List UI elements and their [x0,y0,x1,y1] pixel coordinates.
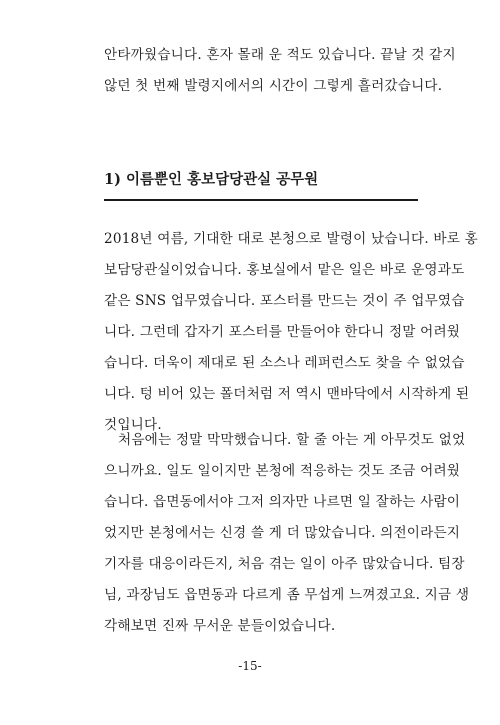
text-line: 것입니다. [104,417,162,433]
body-paragraph-2 [104,425,470,642]
text-line: 안타까웠습니다. 혼자 몰래 운 적도 있습니다. 끝날 것 같지 [104,47,456,63]
section-heading: 1) 이름뿐인 홍보담당관실 공무원 [104,171,319,188]
text-line: 니다. 텅 비어 있는 폴더처럼 저 역시 맨바닥에서 시작하게 된 [104,386,470,402]
heading-underline [104,199,418,201]
text-line: 같은 SNS 업무였습니다. 포스터를 만드는 것이 주 업무였습 [104,293,465,309]
text-line: 습니다. 더욱이 제대로 된 소스나 레퍼런스도 찾을 수 없었습 [104,355,465,371]
text-line: 각해보면 진짜 무서운 분들이었습니다. [104,618,336,634]
text-line: 기자를 대응이라든지, 처음 겪는 일이 아주 많았습니다. 팀장 [104,556,465,572]
text-line: 습니다. 읍면동에서야 그저 의자만 나르면 일 잘하는 사람이 [104,494,461,510]
text-line: 었지만 본청에서는 신경 쓸 게 더 많았습니다. 의전이라든지 [104,525,461,541]
intro-paragraph [104,40,456,102]
text-line: 처음에는 정말 막막했습니다. 할 줄 아는 게 아무것도 없었 [118,432,466,448]
text-line: 보담당관실이었습니다. 홍보실에서 맡은 일은 바로 운영과도 [104,262,465,278]
text-line: 으니까요. 일도 일이지만 본청에 적응하는 것도 조금 어려웠 [104,463,461,479]
text-line: 2018년 여름, 기대한 대로 본청으로 발령이 났습니다. 바로 홍 [104,231,478,247]
text-line: 니다. 그런데 갑자기 포스터를 만들어야 한다니 정말 어려웠 [104,324,461,340]
page-number: -15- [238,659,262,673]
text-line: 님, 과장님도 읍면동과 다르게 좀 무섭게 느껴졌고요. 지금 생 [104,587,470,603]
text-line: 않던 첫 번째 발령지에서의 시간이 그렇게 흘러갔습니다. [104,78,443,94]
